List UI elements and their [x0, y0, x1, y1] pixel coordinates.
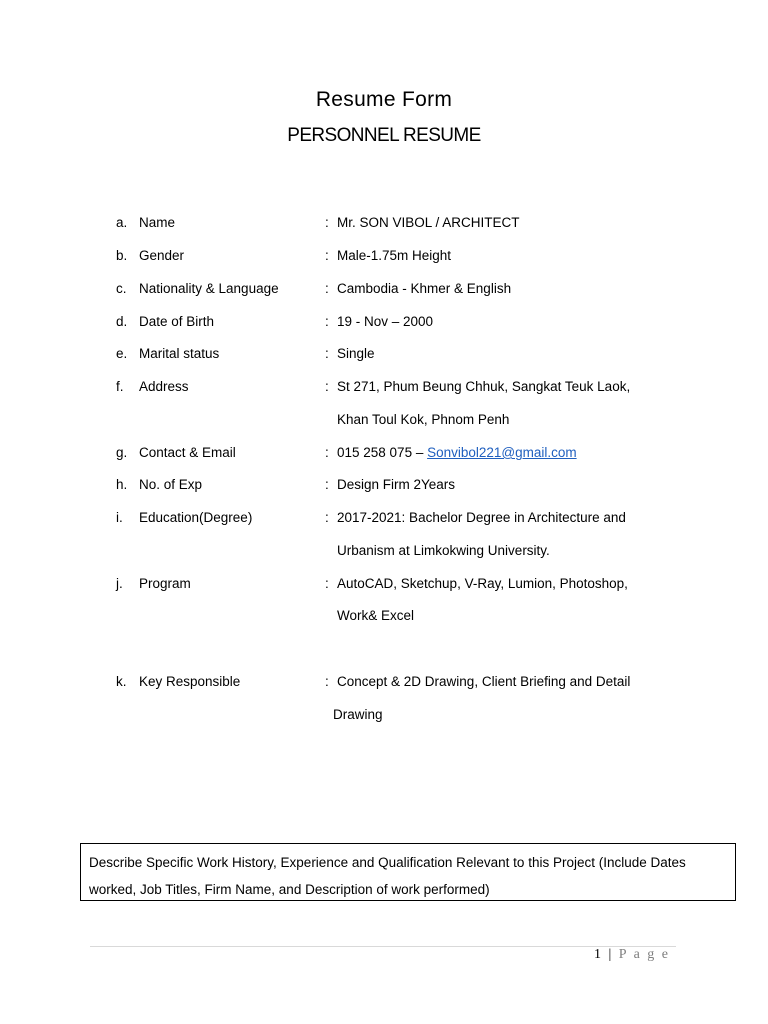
field-row-education-cont: [0, 542, 768, 560]
field-row-address-cont: [0, 411, 768, 429]
field-row-date-of-birth: [0, 313, 768, 331]
field-row-name: [0, 214, 768, 232]
document-title: Resume Form: [315, 88, 453, 111]
field-label: Address: [139, 379, 189, 394]
field-colon: :: [325, 248, 329, 263]
field-value: 19 - Nov – 2000: [337, 314, 434, 329]
field-colon: :: [325, 477, 329, 492]
field-value: [337, 444, 577, 462]
field-letter: e.: [116, 346, 128, 361]
field-label: Gender: [139, 248, 185, 263]
field-colon: :: [325, 346, 329, 361]
field-letter: b.: [116, 248, 128, 263]
field-colon: :: [325, 510, 329, 525]
field-label: Education(Degree): [139, 510, 253, 525]
field-letter: i.: [116, 510, 123, 525]
field-colon: :: [325, 215, 329, 230]
field-row-contact: [0, 444, 768, 462]
field-label: Nationality & Language: [139, 281, 279, 296]
field-row-address: [0, 378, 768, 396]
page-number: 1: [593, 947, 603, 962]
field-label: No. of Exp: [139, 477, 203, 492]
field-value: Mr. SON VIBOL / ARCHITECT: [337, 215, 520, 230]
field-letter: g.: [116, 445, 128, 460]
field-letter: f.: [116, 379, 124, 394]
field-colon: :: [325, 674, 329, 689]
field-colon: :: [325, 445, 329, 460]
field-row-marital-status: [0, 345, 768, 363]
work-history-box: [80, 843, 736, 901]
phone-number: 015 258 075 –: [337, 445, 428, 460]
field-colon: :: [325, 314, 329, 329]
field-row-experience: [0, 476, 768, 494]
field-label: Key Responsible: [139, 674, 241, 689]
field-value-continuation: Khan Toul Kok, Phnom Penh: [337, 412, 510, 427]
field-letter: d.: [116, 314, 128, 329]
field-value: Concept & 2D Drawing, Client Briefing and Detail: [337, 674, 631, 689]
document-subtitle: PERSONNEL RESUME: [287, 125, 481, 146]
field-row-key-responsible: [0, 673, 768, 691]
field-value: St 271, Phum Beung Chhuk, Sangkat Teuk Laok,: [337, 379, 631, 394]
page-footer: [594, 947, 670, 963]
field-value: 2017-2021: Bachelor Degree in Architecture and: [337, 510, 626, 525]
field-value-continuation: Urbanism at Limkokwing University.: [337, 543, 550, 558]
field-value: Male-1.75m Height: [337, 248, 452, 263]
footer-divider: [90, 946, 676, 947]
field-value-continuation: Work& Excel: [337, 608, 415, 623]
field-letter: a.: [116, 215, 128, 230]
field-row-program: [0, 575, 768, 593]
field-row-key-responsible-cont: [0, 706, 768, 724]
field-colon: :: [325, 379, 329, 394]
field-value-continuation: Drawing: [333, 707, 383, 722]
field-value: AutoCAD, Sketchup, V-Ray, Lumion, Photoshop,: [337, 576, 628, 591]
field-value: Cambodia - Khmer & English: [337, 281, 512, 296]
field-value: Single: [337, 346, 375, 361]
page-word: P a g e: [618, 947, 670, 962]
field-row-program-cont: [0, 607, 768, 625]
field-label: Date of Birth: [139, 314, 215, 329]
field-colon: :: [325, 281, 329, 296]
field-label: Name: [139, 215, 176, 230]
work-history-text: Describe Specific Work History, Experience and Qualification Relevant to this Project (Include Dates worked, Job Titles, Firm Name, and Description of work performed): [89, 855, 686, 897]
field-row-gender: [0, 247, 768, 265]
field-label: Program: [139, 576, 191, 591]
page-separator: |: [602, 947, 619, 962]
field-row-nationality: [0, 280, 768, 298]
field-label: Contact & Email: [139, 445, 236, 460]
field-letter: c.: [116, 281, 127, 296]
field-colon: :: [325, 576, 329, 591]
field-letter: j.: [116, 576, 123, 591]
field-row-education: [0, 509, 768, 527]
field-label: Marital status: [139, 346, 220, 361]
field-letter: h.: [116, 477, 128, 492]
field-letter: k.: [116, 674, 127, 689]
field-value: Design Firm 2Years: [337, 477, 456, 492]
email-link[interactable]: Sonvibol221@gmail.com: [427, 445, 577, 460]
